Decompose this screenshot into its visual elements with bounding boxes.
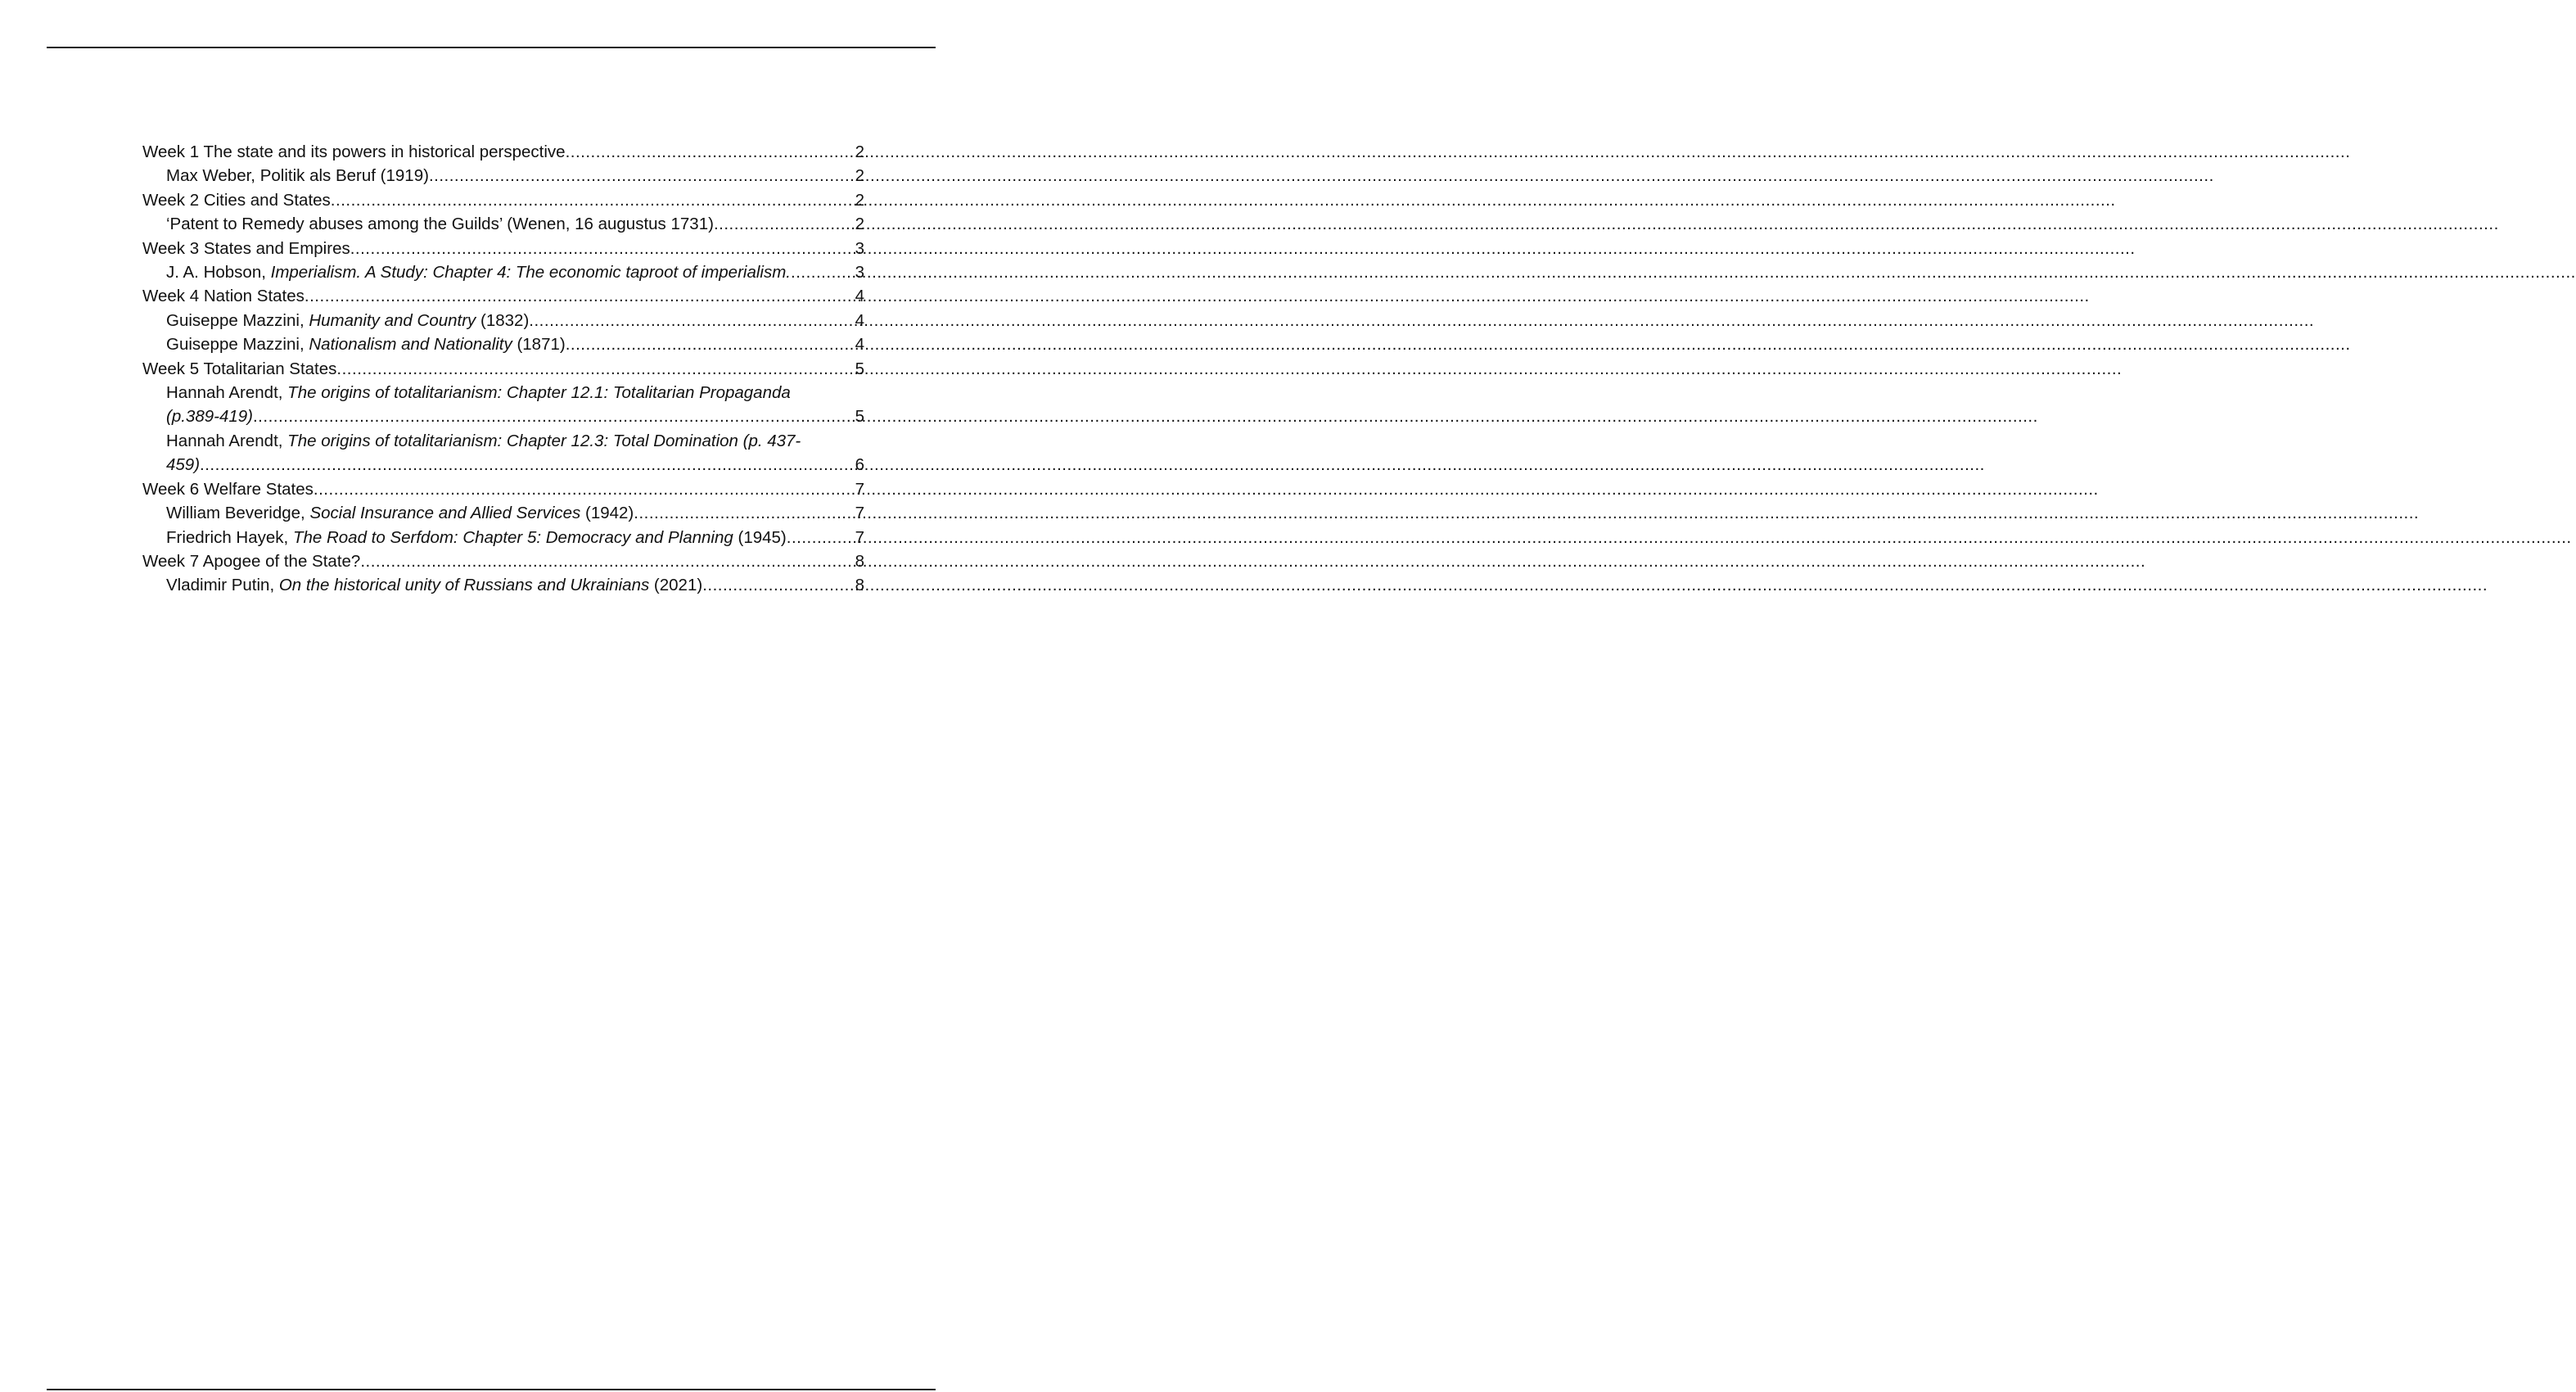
toc-entry-suffix: (1945) bbox=[733, 527, 787, 547]
toc-entry-hayek[interactable] bbox=[142, 526, 864, 549]
toc-entry-text: Week 6 Welfare States bbox=[142, 479, 314, 499]
toc-entry-weber[interactable] bbox=[142, 164, 864, 188]
toc-entry-title: Social Insurance and Allied Services bbox=[309, 504, 581, 523]
dot-leader bbox=[566, 140, 855, 164]
toc-page-number: 2 bbox=[855, 142, 864, 161]
toc-entry-arendt-propaganda[interactable] bbox=[142, 381, 864, 429]
dot-leader bbox=[350, 237, 855, 260]
toc-page-number: 4 bbox=[855, 287, 864, 306]
toc-entry-text: Week 5 Totalitarian States bbox=[142, 359, 337, 378]
toc-entry-suffix: (1871) bbox=[512, 335, 566, 355]
toc-entry-author: Guiseppe Mazzini, bbox=[166, 310, 309, 330]
toc-entry-author: Vladimir Putin, bbox=[166, 576, 279, 595]
toc-entry-title: The origins of totalitarianism: Chapter 12.3: Total Domination (p. 437- bbox=[287, 431, 801, 450]
dot-leader bbox=[331, 188, 855, 212]
toc-entry-text: Week 2 Cities and States bbox=[142, 190, 331, 210]
dot-leader bbox=[200, 453, 855, 477]
toc-entry-arendt-domination[interactable] bbox=[142, 429, 864, 477]
toc-entry-author: Guiseppe Mazzini, bbox=[166, 335, 309, 355]
dot-leader bbox=[336, 357, 855, 381]
toc-entry-title: Nationalism and Nationality bbox=[309, 335, 512, 355]
toc-entry-text: Week 3 States and Empires bbox=[142, 238, 350, 258]
toc-page-number: 4 bbox=[855, 335, 864, 355]
toc-entry-hobson[interactable] bbox=[142, 260, 864, 284]
dot-leader bbox=[787, 526, 855, 549]
toc-entry-suffix: (1832) bbox=[476, 310, 530, 330]
toc-page-number: 4 bbox=[855, 310, 864, 330]
dot-leader bbox=[714, 212, 855, 236]
toc-page-number: 5 bbox=[855, 407, 864, 427]
toc-entry-text: Max Weber, Politik als Beruf (1919) bbox=[166, 166, 429, 186]
toc-entry-text: ‘Patent to Remedy abuses among the Guilds’ (Wenen, 16 augustus 1731) bbox=[166, 215, 714, 234]
toc-page-number: 6 bbox=[855, 455, 864, 475]
dot-leader bbox=[529, 309, 855, 332]
toc-entry-mazzini-humanity[interactable] bbox=[142, 309, 864, 332]
dot-leader bbox=[634, 501, 855, 525]
dot-leader bbox=[253, 404, 855, 428]
table-of-contents bbox=[142, 140, 864, 598]
header-rule bbox=[47, 47, 936, 48]
toc-entry-title-continued: 459) bbox=[166, 455, 201, 475]
toc-page-number: 3 bbox=[855, 238, 864, 258]
dot-leader bbox=[566, 332, 855, 356]
dot-leader bbox=[314, 477, 855, 501]
toc-entry-title: The Road to Serfdom: Chapter 5: Democracy and Planning bbox=[292, 527, 733, 547]
toc-entry-title-continued: (p.389-419) bbox=[166, 407, 253, 427]
toc-page-number: 2 bbox=[855, 166, 864, 186]
toc-page-number: 5 bbox=[855, 359, 864, 378]
toc-entry-title: Imperialism. A Study: Chapter 4: The economic taproot of imperialism. bbox=[270, 263, 791, 282]
toc-entry-week-4[interactable] bbox=[142, 284, 864, 308]
toc-entry-author: J. A. Hobson, bbox=[166, 263, 271, 282]
dot-leader bbox=[702, 573, 855, 597]
toc-entry-text: Week 1 The state and its powers in historical perspective bbox=[142, 142, 566, 161]
toc-page-number: 7 bbox=[855, 479, 864, 499]
toc-entry-mazzini-nationalism[interactable] bbox=[142, 332, 864, 356]
dot-leader bbox=[360, 549, 855, 573]
toc-entry-beveridge[interactable] bbox=[142, 501, 864, 525]
toc-entry-text: Week 4 Nation States bbox=[142, 287, 305, 306]
toc-entry-week-6[interactable] bbox=[142, 477, 864, 501]
toc-entry-text: Week 7 Apogee of the State? bbox=[142, 551, 361, 571]
toc-entry-suffix: (2021) bbox=[649, 576, 703, 595]
toc-page-number: 2 bbox=[855, 215, 864, 234]
toc-page-number: 8 bbox=[855, 576, 864, 595]
toc-entry-putin[interactable] bbox=[142, 573, 864, 597]
toc-page-number: 7 bbox=[855, 527, 864, 547]
toc-entry-title: The origins of totalitarianism: Chapter 12.1: Totalitarian Propaganda bbox=[287, 383, 791, 403]
toc-page-number: 2 bbox=[855, 190, 864, 210]
toc-entry-week-5[interactable] bbox=[142, 357, 864, 381]
toc-entry-guilds-patent[interactable] bbox=[142, 212, 864, 236]
toc-entry-week-7[interactable] bbox=[142, 549, 864, 573]
toc-page-number: 3 bbox=[855, 263, 864, 282]
toc-entry-week-1[interactable] bbox=[142, 140, 864, 164]
toc-page-number: 8 bbox=[855, 551, 864, 571]
toc-entry-suffix: (1942) bbox=[580, 504, 634, 523]
toc-entry-author: William Beveridge, bbox=[166, 504, 310, 523]
footer-rule bbox=[47, 1389, 936, 1390]
toc-entry-author: Hannah Arendt, bbox=[166, 431, 288, 450]
toc-entry-title: On the historical unity of Russians and Ukrainians bbox=[278, 576, 650, 595]
dot-leader bbox=[791, 260, 855, 284]
toc-page-number: 7 bbox=[855, 504, 864, 523]
dot-leader bbox=[429, 164, 855, 188]
toc-entry-author: Friedrich Hayek, bbox=[166, 527, 293, 547]
toc-entry-week-2[interactable] bbox=[142, 188, 864, 212]
toc-entry-title: Humanity and Country bbox=[309, 310, 476, 330]
toc-entry-week-3[interactable] bbox=[142, 237, 864, 260]
dot-leader bbox=[305, 284, 855, 308]
toc-entry-author: Hannah Arendt, bbox=[166, 383, 288, 403]
